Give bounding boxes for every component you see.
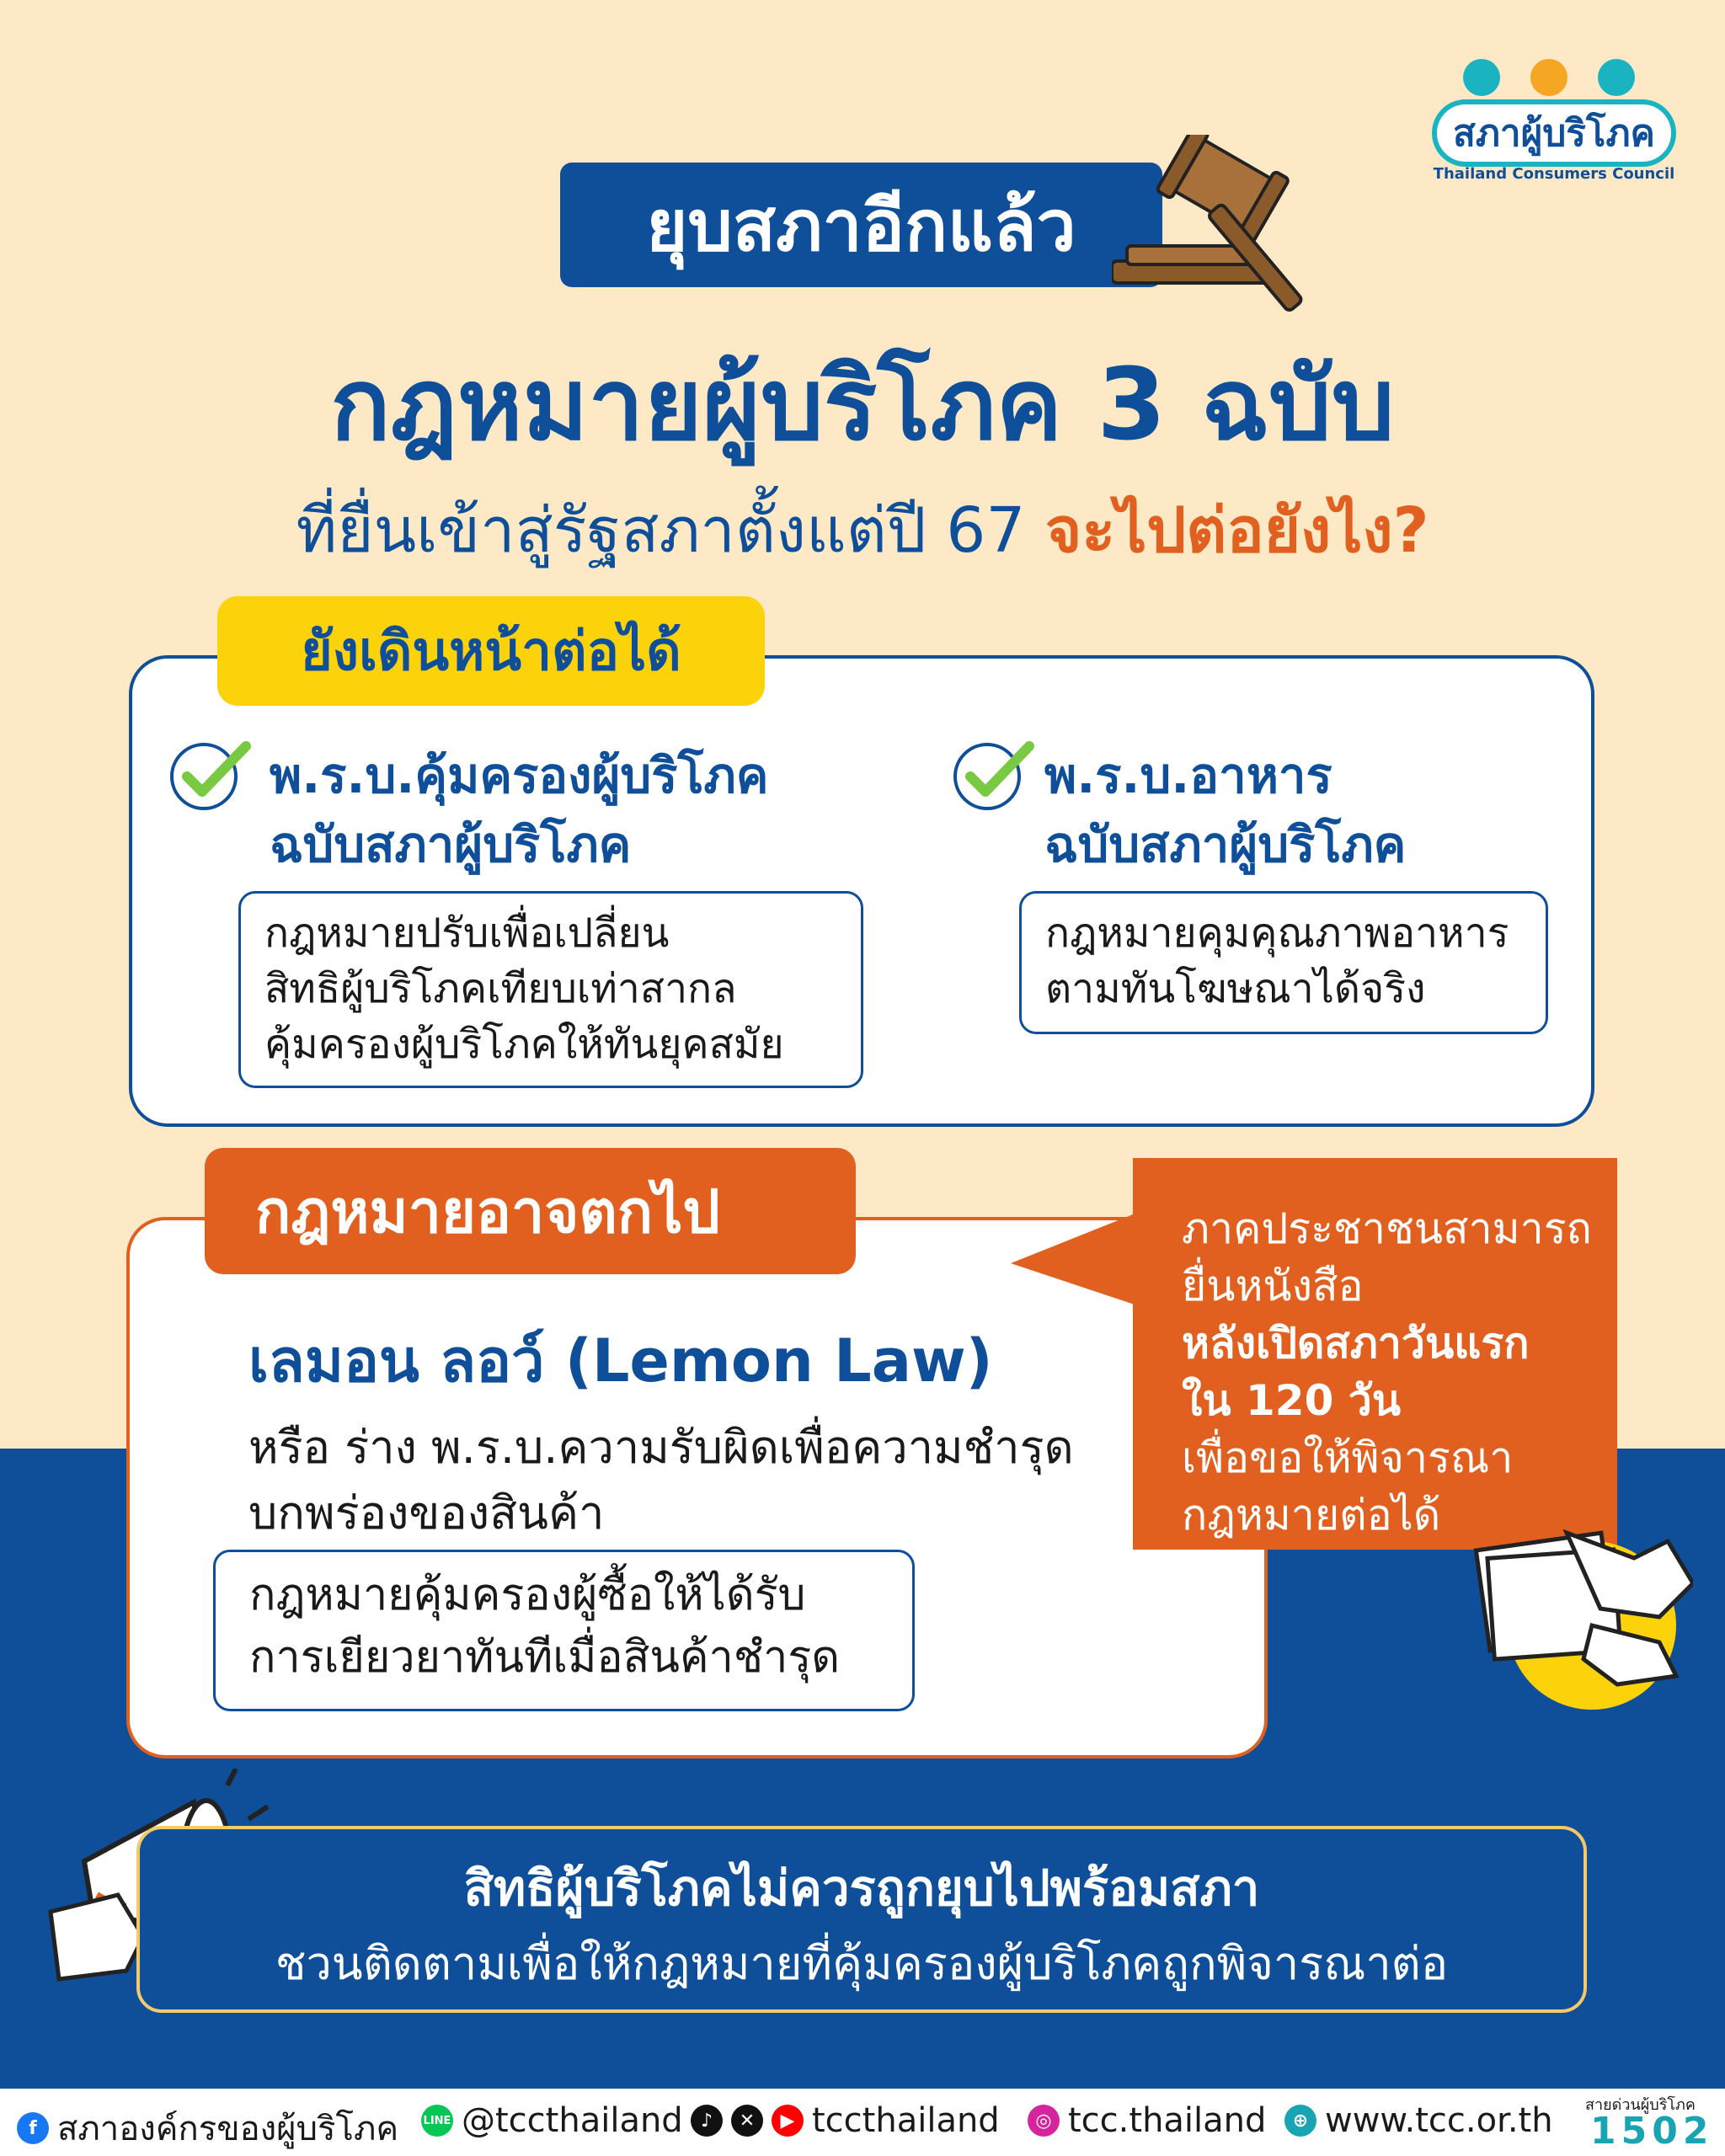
line-label: @tccthailand <box>462 2101 683 2140</box>
headline: กฎหมายผู้บริโภค 3 ฉบับ <box>330 346 1395 462</box>
footer-social[interactable] <box>691 2101 1000 2140</box>
footer-line[interactable] <box>421 2101 683 2140</box>
desc-line: กฎหมายคุมคุณภาพอาหาร <box>1045 910 1509 957</box>
social-label: tccthailand <box>812 2101 1000 2140</box>
speech-pointer <box>1011 1213 1146 1314</box>
law-desc-food <box>1019 891 1548 1034</box>
desc-line: สิทธิผู้บริโภคเทียบเท่าสากล <box>264 965 737 1012</box>
document-hand-icon <box>1466 1508 1693 1718</box>
check-icon <box>168 733 253 817</box>
side-note-line: ภาคประชาชนสามารถ <box>1182 1204 1592 1253</box>
footer-facebook[interactable] <box>17 2101 398 2155</box>
desc-line: คุ้มครองผู้บริโภคให้ทันยุคสมัย <box>264 1021 784 1068</box>
footer-instagram[interactable] <box>1028 2101 1266 2140</box>
logo-dot-icon <box>1598 59 1635 96</box>
desc-line: การเยียวยาทันทีเมื่อสินค้าชำรุด <box>249 1632 841 1683</box>
side-note-line: หลังเปิดสภาวันแรก <box>1182 1319 1530 1368</box>
drop-tag: กฎหมายอาจตกไป <box>205 1148 856 1274</box>
law-title-line: ฉบับสภาผู้บริโภค <box>270 816 632 873</box>
instagram-label: tcc.thailand <box>1068 2101 1267 2140</box>
subheadline-accent: จะไปต่อยังไง? <box>1044 494 1429 567</box>
hotline-number: 1502 <box>1590 2110 1714 2153</box>
desc-line: ตามทันโฆษณาได้จริง <box>1045 965 1426 1012</box>
subheadline-text: ที่ยื่นเข้าสู่รัฐสภาตั้งแต่ปี 67 <box>296 494 1026 567</box>
side-note-line: ใน 120 วัน <box>1182 1376 1402 1425</box>
law-title-line: ฉบับสภาผู้บริโภค <box>1044 816 1407 873</box>
website-label: www.tcc.or.th <box>1325 2101 1553 2140</box>
title-tag: ยุบสภาอีกแล้ว <box>560 163 1162 287</box>
logo-subtitle: Thailand Consumers Council <box>1433 165 1675 183</box>
logo-dot-icon <box>1530 59 1567 96</box>
lemon-law-subtitle <box>248 1415 1158 1546</box>
side-note <box>1133 1158 1617 1550</box>
desc-line: กฎหมายปรับเพื่อเปลี่ยน <box>264 910 670 957</box>
youtube-icon: ▶ <box>772 2105 804 2137</box>
check-icon <box>952 733 1036 817</box>
footer-website[interactable] <box>1284 2101 1553 2140</box>
subheadline <box>0 480 1725 579</box>
side-note-line: กฎหมายต่อได้ <box>1182 1491 1441 1540</box>
message-line-2: ชวนติดตามเพื่อให้กฎหมายที่คุ้มครองผู้บริโภคถูกพิจารณาต่อ <box>275 1937 1449 1990</box>
subtitle-line: หรือ ร่าง พ.ร.บ.ความรับผิดเพื่อความชำรุด <box>248 1421 1074 1474</box>
continue-tag: ยังเดินหน้าต่อได้ <box>217 596 765 706</box>
side-note-line: ยื่นหนังสือ <box>1182 1262 1364 1310</box>
law-title-line: พ.ร.บ.คุ้มครองผู้บริโภค <box>270 747 769 804</box>
facebook-icon: f <box>17 2112 49 2144</box>
message-line-1: สิทธิผู้บริโภคไม่ควรถูกยุบไปพร้อมสภา <box>463 1860 1260 1917</box>
subtitle-line: บกพร่องของสินค้า <box>248 1486 605 1540</box>
globe-icon: ⊕ <box>1284 2105 1316 2137</box>
logo-dot-icon <box>1463 59 1500 96</box>
lemon-law-title: เลมอน ลอว์ (Lemon Law) <box>248 1326 993 1396</box>
law-title-consumer <box>270 741 769 879</box>
line-icon: LINE <box>421 2105 453 2137</box>
facebook-label: สภาองค์กรของผู้บริโภค <box>57 2110 399 2148</box>
hotline-label: สายด่วนผู้บริโภค <box>1585 2096 1696 2114</box>
instagram-icon: ◎ <box>1028 2105 1060 2137</box>
desc-line: กฎหมายคุ้มครองผู้ซื้อให้ได้รับ <box>249 1570 806 1620</box>
gavel-icon <box>1112 135 1365 312</box>
lemon-law-desc <box>213 1550 915 1711</box>
side-note-line: เพื่อขอให้พิจารณา <box>1182 1433 1514 1482</box>
tiktok-icon: ♪ <box>691 2105 723 2137</box>
law-title-food <box>1044 741 1406 879</box>
law-title-line: พ.ร.บ.อาหาร <box>1044 747 1332 804</box>
law-desc-consumer <box>238 891 863 1088</box>
logo-name: สภาผู้บริโภค <box>1432 99 1676 167</box>
x-icon: ✕ <box>731 2105 763 2137</box>
